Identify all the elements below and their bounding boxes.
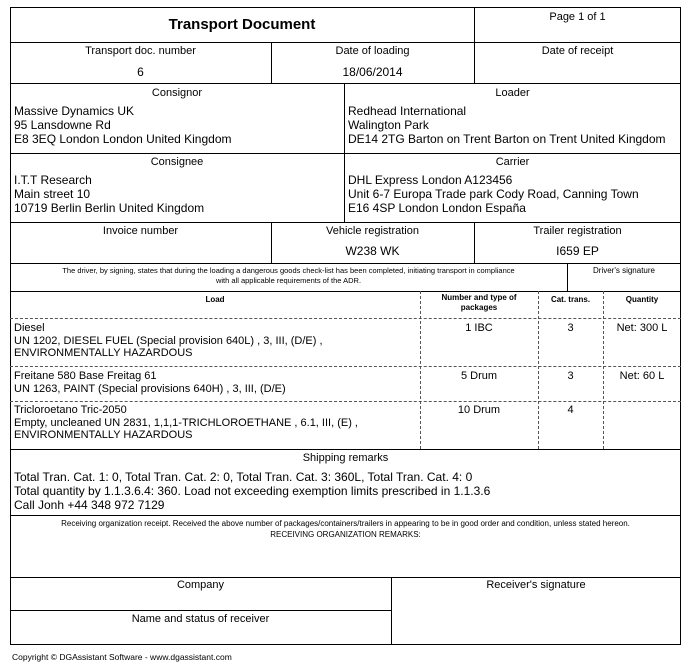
transport-document	[10, 7, 681, 645]
category-column-header: Cat. trans.	[550, 295, 591, 304]
loader-street: Walington Park	[348, 118, 429, 132]
document-title: Transport Document	[168, 16, 316, 33]
divider	[10, 515, 681, 516]
driver-declaration-line1: The driver, by signing, states that during the loading a dangerous goods check-list has been completed, initiating transport in compliance	[62, 266, 515, 275]
load-category: 3	[567, 370, 574, 382]
carrier-label: Carrier	[495, 156, 530, 168]
receipt-statement: Receiving organization receipt. Received the above number of packages/containers/trailers in appearing to be in good order and condition, unless stated hereon.	[61, 519, 630, 528]
divider	[10, 318, 681, 319]
consignee-city: 10719 Berlin Berlin United Kingdom	[14, 201, 205, 215]
doc-number-label: Transport doc. number	[85, 45, 196, 57]
receiving-remarks-label: RECEIVING ORGANIZATION REMARKS:	[270, 530, 421, 539]
divider	[10, 366, 681, 367]
loader-name: Redhead International	[348, 104, 467, 118]
carrier-name: DHL Express London A123456	[348, 173, 513, 187]
load-hazard-note: ENVIRONMENTALLY HAZARDOUS	[14, 347, 193, 359]
carrier-city: E16 4SP London London España	[348, 201, 526, 215]
trailer-registration-label: Trailer registration	[533, 225, 622, 237]
company-label: Company	[176, 579, 225, 591]
load-category: 4	[567, 404, 574, 416]
loading-date-value: 18/06/2014	[342, 65, 403, 79]
driver-signature-label: Driver's signature	[593, 266, 655, 275]
receiver-signature-label: Receiver's signature	[486, 579, 586, 591]
page-number: Page 1 of 1	[549, 11, 606, 23]
load-packages: 10 Drum	[457, 404, 501, 416]
consignor-label: Consignor	[151, 87, 203, 99]
divider	[10, 222, 681, 223]
consignor-street: 95 Lansdowne Rd	[14, 118, 111, 132]
name-status-label: Name and status of receiver	[131, 613, 270, 625]
load-column-header: Load	[205, 295, 225, 304]
trailer-registration-value: I659 EP	[556, 244, 599, 258]
divider	[10, 610, 391, 611]
load-name: Tricloroetano Tric-2050	[14, 404, 127, 416]
consignee-street: Main street 10	[14, 187, 91, 201]
load-row-description	[14, 370, 286, 395]
divider	[10, 42, 681, 43]
driver-declaration-line2: with all applicable requirements of the ADR.	[215, 276, 362, 285]
carrier-address	[348, 173, 639, 215]
packages-header-line2: packages	[460, 303, 498, 312]
load-hazard-note: ENVIRONMENTALLY HAZARDOUS	[14, 429, 193, 441]
load-name: Freitane 580 Base Freitag 61	[14, 370, 157, 382]
shipping-remarks-text	[14, 470, 490, 512]
remarks-line: Total Tran. Cat. 1: 0, Total Tran. Cat. 2: 0, Total Tran. Cat. 3: 360L, Total Tran. Cat. 4: 0	[14, 470, 473, 484]
loader-address	[348, 104, 666, 146]
load-row-description	[14, 322, 323, 360]
loader-city: DE14 2TG Barton on Trent Barton on Trent United Kingdom	[348, 132, 666, 146]
divider	[10, 577, 681, 578]
vehicle-registration-value: W238 WK	[345, 244, 400, 258]
load-packages: 1 IBC	[465, 322, 493, 334]
remarks-line: Total quantity by 1.1.3.6.4: 360. Load not exceeding exemption limits prescribed in 1.1.3.6	[14, 484, 491, 498]
carrier-street: Unit 6-7 Europa Trade park Cody Road, Canning Town	[348, 187, 639, 201]
divider	[10, 263, 681, 264]
loader-label: Loader	[495, 87, 530, 99]
loading-date-label: Date of loading	[335, 45, 410, 57]
divider	[10, 449, 681, 450]
packages-column-header	[420, 293, 538, 313]
vehicle-registration-label: Vehicle registration	[326, 225, 419, 237]
load-un-description: UN 1263, PAINT (Special provisions 640H) , 3, III, (D/E)	[14, 382, 286, 395]
packages-header-line1: Number and type of	[441, 293, 517, 302]
consignor-name: Massive Dynamics UK	[14, 104, 135, 118]
consignor-city: E8 3EQ London London United Kingdom	[14, 132, 232, 146]
load-quantity: Net: 60 L	[619, 370, 665, 382]
divider	[10, 83, 681, 84]
invoice-number-label: Invoice number	[102, 225, 179, 237]
divider	[10, 153, 681, 154]
quantity-column-header: Quantity	[625, 295, 659, 304]
consignee-address	[14, 173, 204, 215]
doc-number-value: 6	[137, 65, 144, 79]
load-row-description	[14, 404, 358, 442]
consignee-label: Consignee	[150, 156, 204, 168]
consignee-name: I.T.T Research	[14, 173, 92, 187]
load-un-description: Empty, uncleaned UN 2831, 1,1,1-TRICHLOROETHANE , 6.1, III, (E) ,	[14, 416, 358, 429]
load-name: Diesel	[14, 322, 45, 334]
divider	[10, 401, 681, 402]
shipping-remarks-label: Shipping remarks	[302, 452, 389, 464]
load-category: 3	[567, 322, 574, 334]
load-packages: 5 Drum	[460, 370, 498, 382]
copyright-footer: Copyright © DGAssistant Software - www.dgassistant.com	[12, 652, 232, 662]
load-un-description: UN 1202, DIESEL FUEL (Special provision 640L) , 3, III, (D/E) ,	[14, 334, 323, 347]
remarks-line: Call Jonh +44 348 972 7129	[14, 498, 165, 512]
consignor-address	[14, 104, 232, 146]
divider	[10, 291, 681, 292]
receipt-date-label: Date of receipt	[541, 45, 614, 57]
load-quantity: Net: 300 L	[616, 322, 668, 334]
